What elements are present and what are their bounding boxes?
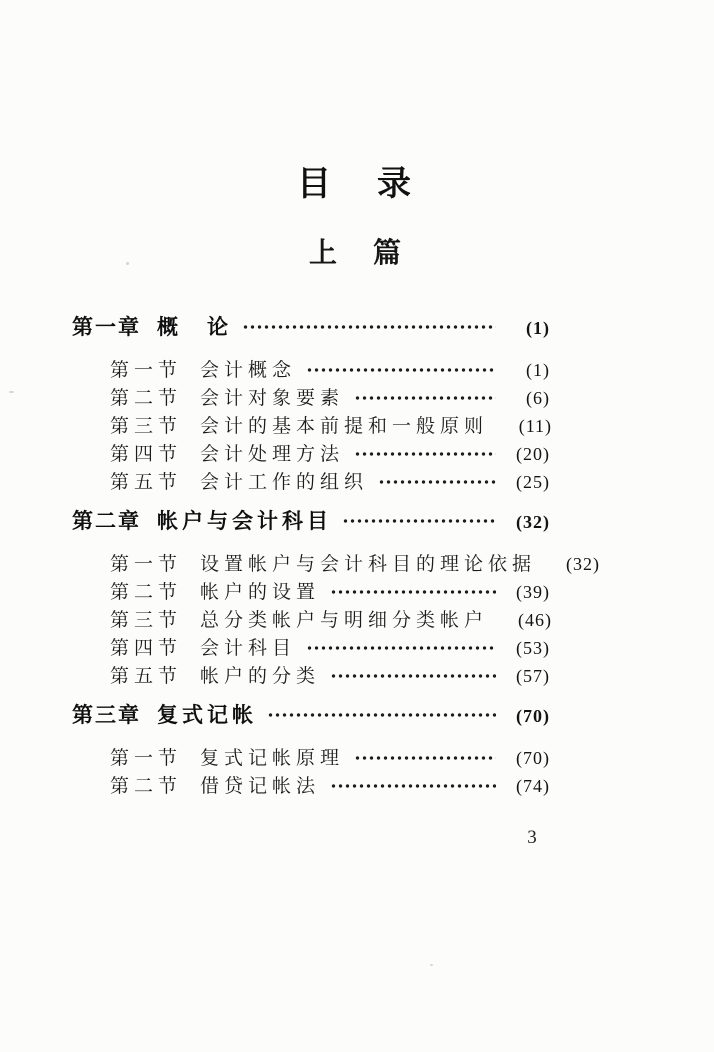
dot-leader — [342, 518, 496, 524]
section-page-ref: (46) — [518, 610, 553, 630]
toc-section-entry — [72, 356, 550, 384]
section-number: 第一节 — [110, 554, 183, 575]
section-page-ref: (39) — [516, 582, 550, 602]
toc-section-entry — [72, 606, 553, 634]
dot-leader — [354, 395, 496, 401]
page-title: 目 录 — [297, 166, 417, 203]
section-number: 第一节 — [110, 748, 183, 769]
toc-chapter-entry — [72, 312, 550, 342]
section-page-ref: (6) — [526, 388, 550, 408]
chapter-title: 概 论 — [157, 315, 232, 339]
chapter-number: 第三章 — [72, 703, 141, 727]
dot-leader — [330, 589, 496, 595]
section-title: 帐户的分类 — [200, 666, 321, 687]
dot-leader — [267, 712, 496, 718]
section-title: 设置帐户与会计科目的理论依据 — [200, 554, 537, 575]
chapter-page-ref: (1) — [526, 318, 550, 338]
dot-leader — [306, 645, 496, 651]
section-number: 第四节 — [110, 444, 183, 465]
section-title: 会计处理方法 — [200, 444, 345, 465]
toc-section-entry — [72, 744, 550, 772]
chapter-title: 帐户与会计科目 — [157, 509, 332, 533]
section-number: 第四节 — [110, 638, 183, 659]
toc-section-entry — [72, 662, 550, 690]
section-title: 帐户的设置 — [200, 582, 321, 603]
toc-chapter-entry — [72, 506, 550, 536]
section-title: 复式记帐原理 — [200, 748, 345, 769]
dot-leader — [242, 324, 496, 330]
section-number: 第三节 — [110, 416, 183, 437]
dot-leader — [330, 783, 496, 789]
toc-section-entry — [72, 412, 553, 440]
section-number: 第五节 — [110, 472, 183, 493]
dot-leader — [378, 479, 496, 485]
toc-section-entry — [72, 468, 550, 496]
part-heading: 上 篇 — [308, 238, 405, 269]
section-title: 会计的基本前提和一般原则 — [200, 416, 489, 437]
scan-speck — [9, 391, 14, 393]
chapter-number: 第一章 — [72, 315, 141, 339]
chapter-page-ref: (70) — [516, 706, 550, 726]
scan-speck — [430, 964, 433, 966]
toc-list — [72, 312, 601, 800]
section-page-ref: (20) — [516, 444, 550, 464]
section-page-ref: (53) — [516, 638, 550, 658]
toc-section-entry — [72, 578, 550, 606]
toc-section-entry — [72, 384, 550, 412]
section-number: 第二节 — [110, 582, 183, 603]
section-page-ref: (74) — [516, 776, 550, 796]
section-number: 第二节 — [110, 388, 183, 409]
scan-speck — [126, 262, 129, 265]
toc-section-entry — [72, 550, 601, 578]
section-page-ref: (25) — [516, 472, 550, 492]
section-number: 第二节 — [110, 776, 183, 797]
dot-leader — [330, 673, 496, 679]
section-title: 会计科目 — [200, 638, 297, 659]
chapter-number: 第二章 — [72, 509, 141, 533]
toc-section-entry — [72, 634, 550, 662]
toc-section-entry — [72, 440, 550, 468]
section-number: 第五节 — [110, 666, 183, 687]
section-title: 借贷记帐法 — [200, 776, 321, 797]
section-page-ref: (1) — [526, 360, 550, 380]
section-title: 会计对象要素 — [200, 388, 345, 409]
chapter-title: 复式记帐 — [157, 703, 257, 727]
section-number: 第一节 — [110, 360, 183, 381]
section-title: 会计工作的组织 — [200, 472, 369, 493]
dot-leader — [306, 367, 496, 373]
dot-leader — [354, 755, 496, 761]
section-page-ref: (11) — [518, 416, 553, 436]
section-page-ref: (32) — [566, 554, 601, 574]
chapter-page-ref: (32) — [516, 512, 550, 532]
section-title: 总分类帐户与明细分类帐户 — [200, 610, 489, 631]
section-page-ref: (57) — [516, 666, 550, 686]
section-page-ref: (70) — [516, 748, 550, 768]
section-title: 会计概念 — [200, 360, 297, 381]
toc-section-entry — [72, 772, 550, 800]
toc-chapter-entry — [72, 700, 550, 730]
section-number: 第三节 — [110, 610, 183, 631]
page-number: 3 — [527, 827, 537, 848]
dot-leader — [354, 451, 496, 457]
